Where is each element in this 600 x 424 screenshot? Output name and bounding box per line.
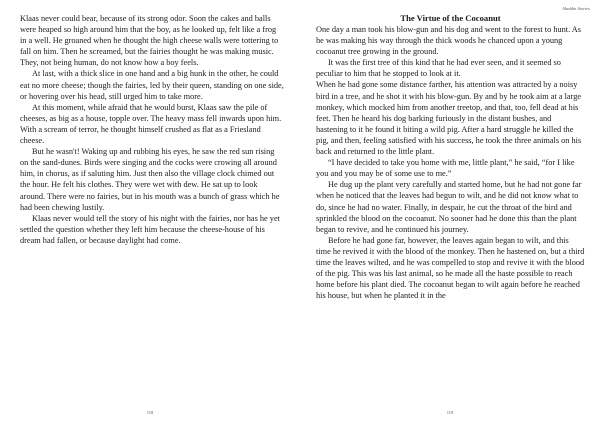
page-number: 119 <box>446 410 454 415</box>
paragraph: He dug up the plant very carefully and started home, but he had not gone far when he noticed that the leaves had begun to wilt, and he did not know what to do, since he had no water. Finally, in despair, he cut the throat of the bird and sprinkled the blood on the cocoanut. No sooner had he done this than the plant began to revive, and he continued his journey. <box>316 180 582 234</box>
page-number: 118 <box>146 410 154 415</box>
chapter-title: The Virtue of the Cocoanut <box>400 13 501 23</box>
paragraph: Klaas never could bear, because of its strong odor. Soon the cakes and balls were heaped so high around him that the boy, as he looked up, felt like a frog in a well. He groaned when he thought the high cheese walls were tottering to fall on him. Then he screamed, but the fairies thought he was making music. They, not being human, do not know how a boy feels. <box>20 14 279 68</box>
paragraph: “I have decided to take you home with me, little plant,” he said, “for I like you and you may be of some use to me.” <box>316 158 575 179</box>
paragraph: At this moment, while afraid that he would burst, Klaas saw the pile of cheeses, as big as a house, topple over. The heavy mass fell inwards upon him. With a scream of terror, he thought himself crushed as flat as a Friesland cheese. <box>20 102 282 146</box>
paragraph: Before he had gone far, however, the leaves again began to wilt, and this time he revived it with the blood of the monkey. Then he hastened on, but a third time the leaves wilted, and he was compelled to stop and revive it with the blood of the pig. This was his last animal, so he made all the haste possible to reach home before his plant died. The cocoanut began to wilt again before he reached his house, but when he planted it in the <box>316 235 585 301</box>
left-page-text <box>20 13 284 246</box>
paragraph: One day a man took his blow-gun and his dog and went to the forest to hunt. As he was making his way through the thick woods he chanced upon a young cocoanut tree growing in the ground. <box>316 25 582 57</box>
paragraph: When he had gone some distance farther, his attention was attracted by a noisy bird in a tree, and he shot it with his blow-gun. By and by he took aim at a large monkey, which mocked him from another treetop, and that, too, fell dead at his feet. Then he heard his dog barking furiously in the distant bushes, and hastening to it he found it biting a wild pig. After a hard struggle he killed the pig, and then, feeling satisfied with his success, he took the three animals on his back and returned to the little plant. <box>316 80 582 157</box>
paragraph: At last, with a thick slice in one hand and a big hunk in the other, he could eat no more cheese; though the fairies, led by their queen, standing on one side, or hovering over his head, still urged him to take more. <box>20 69 284 101</box>
paragraph: Klaas never would tell the story of his night with the fairies, nor has he yet settled the question whether they left him because the cheese-house of his dream had fallen, or because daylight had come. <box>20 213 280 245</box>
running-head: Aladdin Stories <box>562 6 590 11</box>
right-page <box>300 0 600 424</box>
paragraph: It was the first tree of this kind that he had ever seen, and it seemed so peculiar to him that he stopped to look at it. <box>316 58 561 79</box>
paragraph: But he wasn't! Waking up and rubbing his eyes, he saw the red sun rising on the sand-dunes. Birds were singing and the cocks were crowing all around him, in chorus, as if saluting him. Just then also the village clock chimed out the hour. He felt his clothes. They were wet with dew. He sat up to look around. There were no fairies, but in his mouth was a bunch of grass which he had been chewing lustily. <box>20 147 280 212</box>
right-page-text <box>316 13 585 301</box>
